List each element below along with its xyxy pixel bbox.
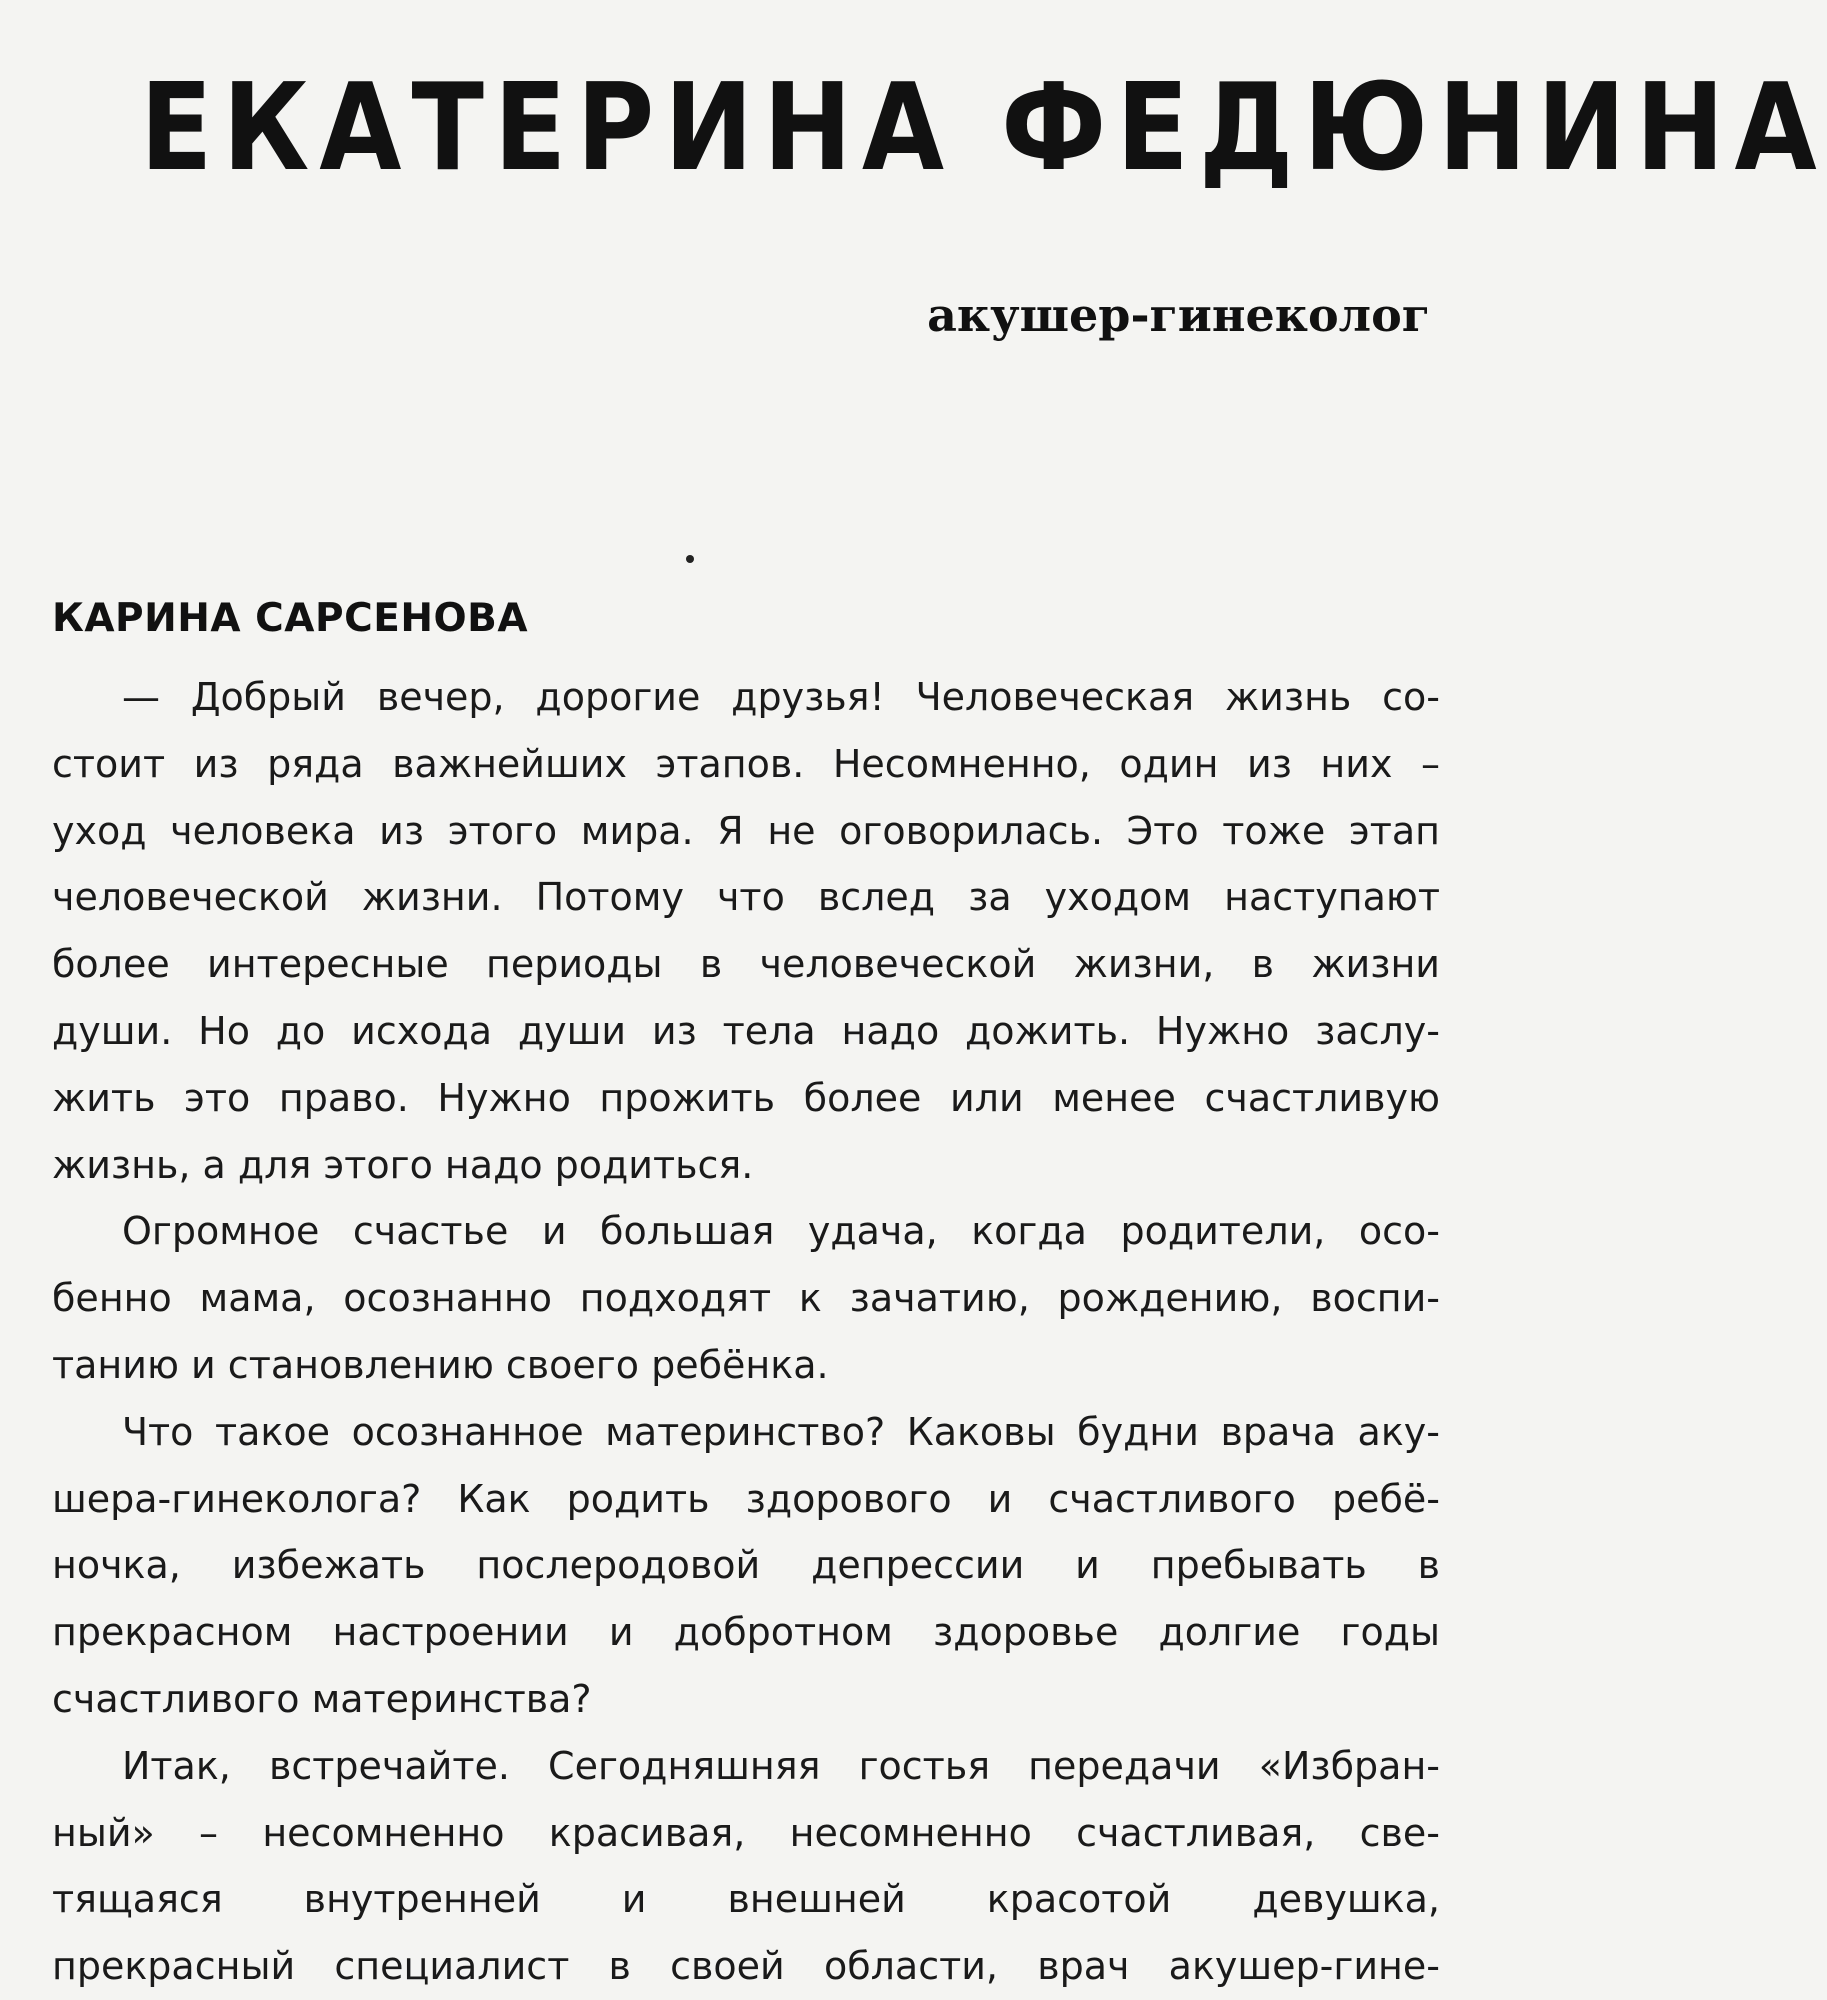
separator-dot [686, 555, 694, 563]
text-line: танию и становлению своего ребёнка. [52, 1342, 829, 1387]
paragraph [52, 1198, 1440, 1398]
text-line: уход человека из этого мира. Я не оговорилась. Это тоже этап [52, 808, 1440, 853]
text-line: более интересные периоды в человеческой жизни, в жизни [52, 942, 1440, 987]
text-line: тящаяся внутренней и внешней красотой девушка, [52, 1877, 1440, 1922]
text-line: стоит из ряда важнейших этапов. Несомненно, один из них – [52, 741, 1440, 786]
body-text [52, 664, 1440, 2000]
paragraph [52, 1399, 1440, 1733]
author-role: акушер-гинеколог [927, 288, 1430, 342]
text-line: Что такое осознанное материнство? Каковы будни врача аку- [122, 1409, 1440, 1454]
text-line: Итак, встречайте. Сегодняшняя гостья передачи «Избран- [122, 1743, 1440, 1788]
text-line: ный» – несомненно красивая, несомненно счастливая, све- [52, 1810, 1440, 1855]
text-line: — Добрый вечер, дорогие друзья! Человеческая жизнь со- [122, 675, 1440, 719]
speaker-name: КАРИНА САРСЕНОВА [52, 596, 529, 641]
paragraph [52, 1733, 1440, 2000]
text-line: счастливого материнства? [52, 1676, 592, 1721]
text-line: души. Но до исхода души из тела надо дожить. Нужно заслу- [52, 1008, 1440, 1053]
text-line: Огромное счастье и большая удача, когда родители, осо- [122, 1209, 1440, 1254]
text-line: жизнь, а для этого надо родиться. [52, 1142, 754, 1187]
author-title: ЕКАТЕРИНА ФЕДЮНИНА [140, 56, 1827, 198]
text-line: ночка, избежать послеродовой депрессии и пребывать в [52, 1543, 1440, 1588]
text-line: бенно мама, осознанно подходят к зачатию, рождению, воспи- [52, 1276, 1440, 1321]
text-line: жить это право. Нужно прожить более или менее счастливую [52, 1075, 1440, 1120]
text-line: прекрасном настроении и добротном здоровье долгие годы [52, 1610, 1440, 1655]
text-line: прекрасный специалист в своей области, врач акушер-гине- [52, 1944, 1440, 1989]
text-line: человеческой жизни. Потому что вслед за уходом наступают [52, 875, 1440, 920]
text-line: шера-гинеколога? Как родить здорового и счастливого ребё- [52, 1476, 1440, 1521]
paragraph [52, 664, 1440, 1198]
